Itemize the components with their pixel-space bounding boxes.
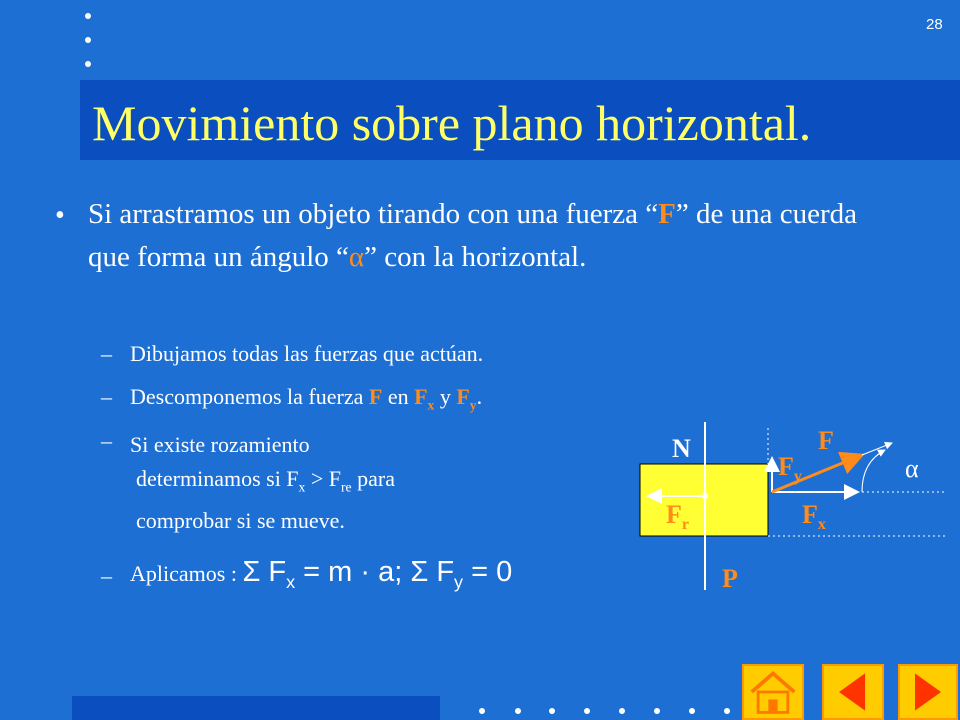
page-number: 28 [926,16,943,33]
sub-dash-2: – [101,384,112,409]
label-P: P [722,564,738,593]
bottom-band [72,696,440,720]
previous-button[interactable] [822,664,884,720]
label-Fr: $F_r$ [666,500,690,534]
label-alpha: α [905,454,919,483]
sub-bullet-1: Dibujamos todas las fuerzas que actúan. [130,341,484,366]
sub-dash-3: – [101,428,112,453]
home-icon [744,666,802,718]
label-F: F [818,426,834,455]
alpha-symbol: α [348,241,365,273]
force-diagram-svg [600,410,960,610]
slide-title: Movimiento sobre plano horizontal. [92,95,812,151]
sub-bullet-3: Si existe rozamiento determinamos si $F_x > F_{re}$ para comprobar si se mueve. [130,432,395,534]
previous-icon [824,666,882,718]
rope-line [862,443,892,455]
angle-arc [862,450,885,492]
sub-dash-1: – [101,341,112,366]
bullet-marker: • [55,200,65,231]
force-diagram [600,410,960,610]
home-button[interactable] [742,664,804,720]
sub-bullet-4: Aplicamos : Σ $F_x = m \cdot a$; Σ $F_y = 0$ [130,556,513,592]
label-Fx: $F_x$ [802,500,826,534]
label-N: N [672,434,691,463]
main-bullet: Si arrastramos un objeto tirando con una fuerza “F” de una cuerda que forma un ángulo “α” con la horizontal. [88,198,857,273]
sub-dash-4: – [101,563,112,588]
sub-bullet-2: Descomponemos la fuerza F en $F_x$ y $F_y$. [130,384,483,413]
label-Fy: $F_y$ [778,452,802,486]
force-F: F [658,198,676,230]
next-icon [900,666,956,718]
next-button[interactable] [898,664,958,720]
